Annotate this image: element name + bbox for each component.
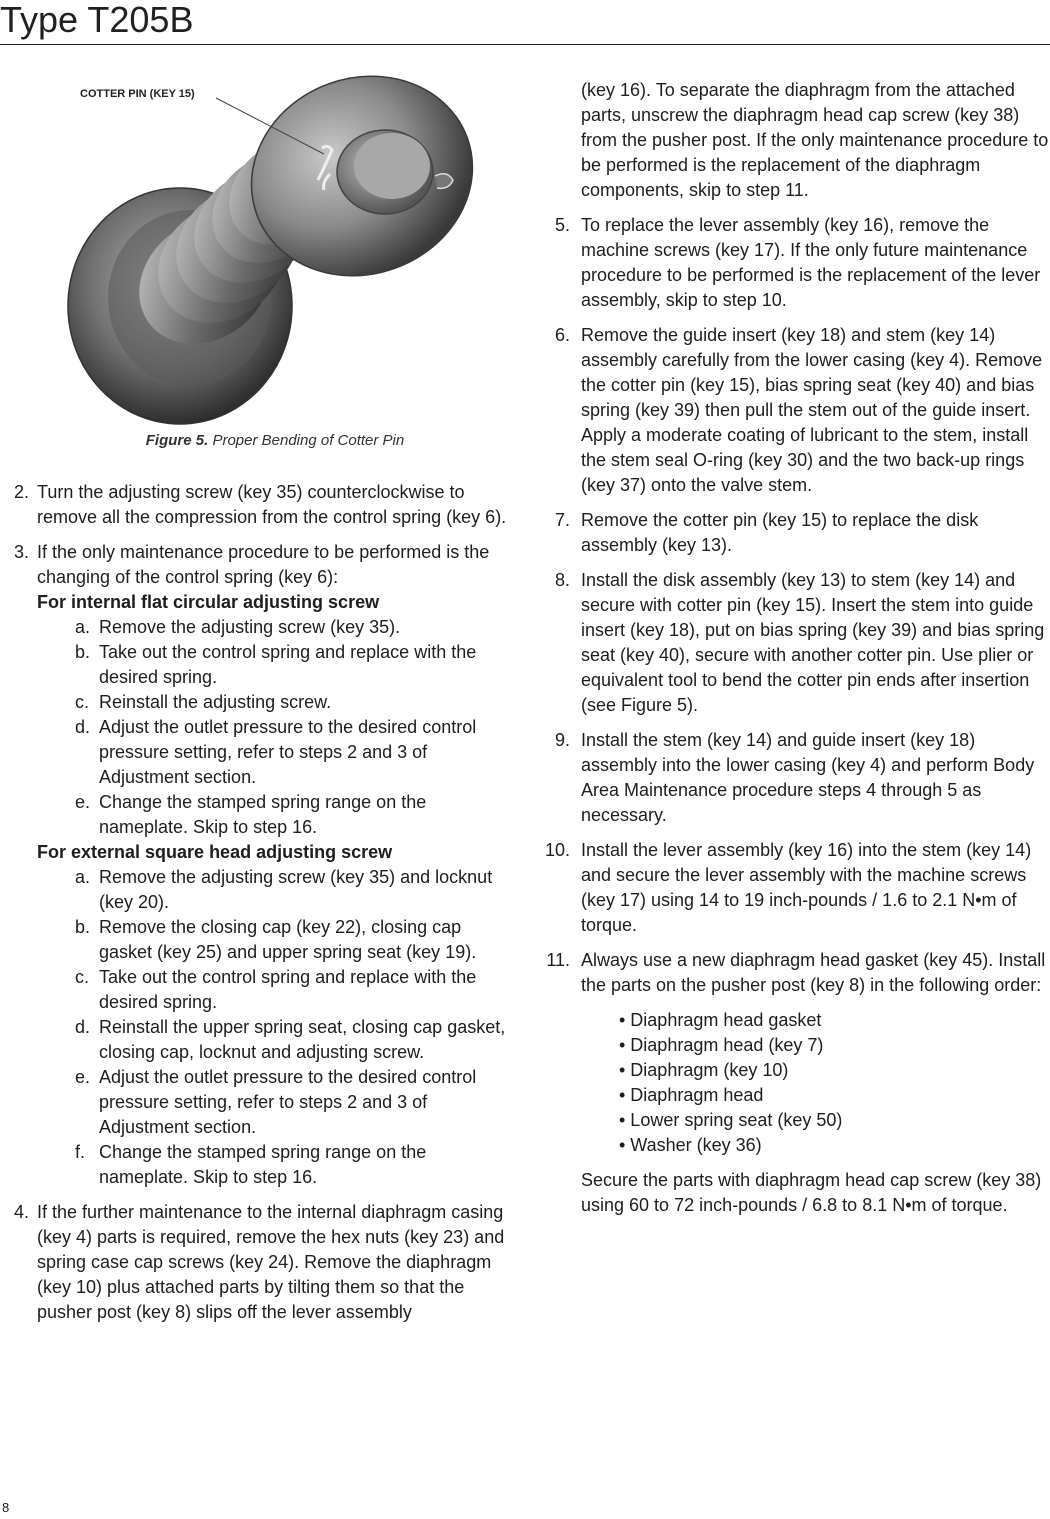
substep-text: Take out the control spring and replace with the desired spring. <box>99 967 477 1012</box>
step-text: Remove the cotter pin (key 15) to replace the disk assembly (key 13). <box>581 510 979 555</box>
list-item: • Washer (key 36) <box>619 1135 762 1155</box>
external-screw-heading: For external square head adjusting screw <box>37 842 393 862</box>
substep-letter: d. <box>75 1017 91 1037</box>
substep <box>37 1015 515 1065</box>
figure-caption <box>40 432 510 449</box>
step-text: Install the lever assembly (key 16) into the stem (key 14) and secure the lever assembly with the machine screws (key 17) using 14 to 19 inch-pounds / 1.6 to 2.1 N•m of torque. <box>581 840 1032 935</box>
step-4-continued <box>540 78 1050 203</box>
step-10 <box>540 838 1050 938</box>
step-5 <box>540 213 1050 313</box>
substep-text: Change the stamped spring range on the nameplate. Skip to step 16. <box>99 792 427 837</box>
page-number: 8 <box>2 1500 10 1515</box>
substep-letter: c. <box>75 967 90 987</box>
substep <box>37 1065 515 1140</box>
step-number: 5. <box>554 215 570 235</box>
secure-parts-text: Secure the parts with diaphragm head cap screw (key 38) using 60 to 72 inch-pounds / 6.8 to 8.1 N•m of torque. <box>581 1170 1042 1215</box>
step-2 <box>0 480 515 530</box>
step-number: 11. <box>546 950 570 970</box>
cotter-pin-photo <box>40 66 510 426</box>
substep-text: Adjust the outlet pressure to the desired control pressure setting, refer to steps 2 and 3 of Adjustment section. <box>99 1067 477 1137</box>
step-text: Remove the guide insert (key 18) and stem (key 14) assembly carefully from the lower casing (key 4). Remove the cotter pin (key 15), bias spring seat (key 40) and bias spring (key 39) then pull the stem out of the guide insert. Apply a moderate coating of lubricant to the stem, install the stem seal O-ring (key 30) and the two back-up rings (key 37) onto the valve stem. <box>581 325 1043 495</box>
substep-text: Remove the adjusting screw (key 35) and locknut (key 20). <box>99 867 493 912</box>
header-rule <box>0 44 1050 45</box>
substep <box>37 640 515 690</box>
step-number: 2. <box>13 482 29 502</box>
step-3 <box>0 540 515 1190</box>
substep-text: Take out the control spring and replace with the desired spring. <box>99 642 477 687</box>
step-number: 7. <box>554 510 570 530</box>
step-text: Turn the adjusting screw (key 35) counterclockwise to remove all the compression from the control spring (key 6). <box>37 482 507 527</box>
step-number: 3. <box>13 542 29 562</box>
document-title: Type T205B <box>0 0 194 40</box>
parts-order-list <box>581 1008 1050 1158</box>
substep <box>37 715 515 790</box>
step-number: 9. <box>554 730 570 750</box>
step-number: 4. <box>13 1202 29 1222</box>
substep-text: Adjust the outlet pressure to the desired control pressure setting, refer to steps 2 and 3 of Adjustment section. <box>99 717 477 787</box>
step-9 <box>540 728 1050 828</box>
list-item: • Lower spring seat (key 50) <box>619 1110 843 1130</box>
step-text: Install the disk assembly (key 13) to stem (key 14) and secure with cotter pin (key 15). Insert the stem into guide insert (key 18), put on bias spring (key 39) and bias spring seat (key 40), secure with another cotter pin. Use plier or equivalent tool to bend the cotter pin ends after insertion (see Figure 5). <box>581 570 1045 715</box>
step-number: 8. <box>554 570 570 590</box>
list-item: • Diaphragm head <box>619 1085 764 1105</box>
figure-caption-label: Figure 5. <box>145 432 209 449</box>
substep-letter: c. <box>75 692 90 712</box>
substep-text: Remove the closing cap (key 22), closing cap gasket (key 25) and upper spring seat (key 19). <box>99 917 477 962</box>
substep <box>37 690 515 715</box>
right-column <box>540 78 1050 1228</box>
step-4 <box>0 1200 515 1325</box>
substep <box>37 790 515 840</box>
figure-callout: COTTER PIN (KEY 15) <box>80 88 195 100</box>
substep-letter: b. <box>75 642 91 662</box>
substep-letter: b. <box>75 917 91 937</box>
step-number: 6. <box>554 325 570 345</box>
step-7 <box>540 508 1050 558</box>
figure-caption-text: Proper Bending of Cotter Pin <box>208 432 405 449</box>
step-number: 10. <box>544 840 570 860</box>
substep-text: Change the stamped spring range on the nameplate. Skip to step 16. <box>99 1142 427 1187</box>
step-text: If the only maintenance procedure to be performed is the changing of the control spring (key 6): <box>37 542 490 587</box>
step-11 <box>540 948 1050 1218</box>
substep-letter: a. <box>75 867 91 887</box>
substep-letter: e. <box>75 1067 91 1087</box>
substep-letter: e. <box>75 792 91 812</box>
list-item: • Diaphragm (key 10) <box>619 1060 789 1080</box>
top-cap-face <box>354 133 430 199</box>
substep-text: Reinstall the adjusting screw. <box>99 692 332 712</box>
substep <box>37 965 515 1015</box>
substep-text: Remove the adjusting screw (key 35). <box>99 617 401 637</box>
substep-text: Reinstall the upper spring seat, closing cap gasket, closing cap, locknut and adjusting screw. <box>99 1017 506 1062</box>
step-text: (key 16). To separate the diaphragm from the attached parts, unscrew the diaphragm head cap screw (key 38) from the pusher post. If the only maintenance procedure to be performed is the replacement of the diaphragm components, skip to step 11. <box>581 80 1049 200</box>
step-text: To replace the lever assembly (key 16), remove the machine screws (key 17). If the only future maintenance procedure to be performed is the replacement of the lever assembly, skip to step 10. <box>581 215 1041 310</box>
step-text: Install the stem (key 14) and guide insert (key 18) assembly into the lower casing (key 4) and perform Body Area Maintenance procedure steps 4 through 5 as necessary. <box>581 730 1035 825</box>
figure-5 <box>40 66 510 466</box>
substep-letter: d. <box>75 717 91 737</box>
substep-letter: f. <box>75 1142 86 1162</box>
substep <box>37 615 515 640</box>
step-text: If the further maintenance to the internal diaphragm casing (key 4) parts is required, remove the hex nuts (key 23) and spring case cap screws (key 24). Remove the diaphragm (key 10) plus attached parts by tilting them so that the pusher post (key 8) slips off the lever assembly <box>37 1202 505 1322</box>
substep <box>37 1140 515 1190</box>
left-column <box>0 480 515 1335</box>
substep <box>37 915 515 965</box>
substep-letter: a. <box>75 617 91 637</box>
substep <box>37 865 515 915</box>
step-8 <box>540 568 1050 718</box>
list-item: • Diaphragm head gasket <box>619 1010 822 1030</box>
step-text: Always use a new diaphragm head gasket (key 45). Install the parts on the pusher post (key 8) in the following order: <box>581 950 1046 995</box>
list-item: • Diaphragm head (key 7) <box>619 1035 824 1055</box>
internal-screw-heading: For internal flat circular adjusting screw <box>37 592 380 612</box>
step-6 <box>540 323 1050 498</box>
